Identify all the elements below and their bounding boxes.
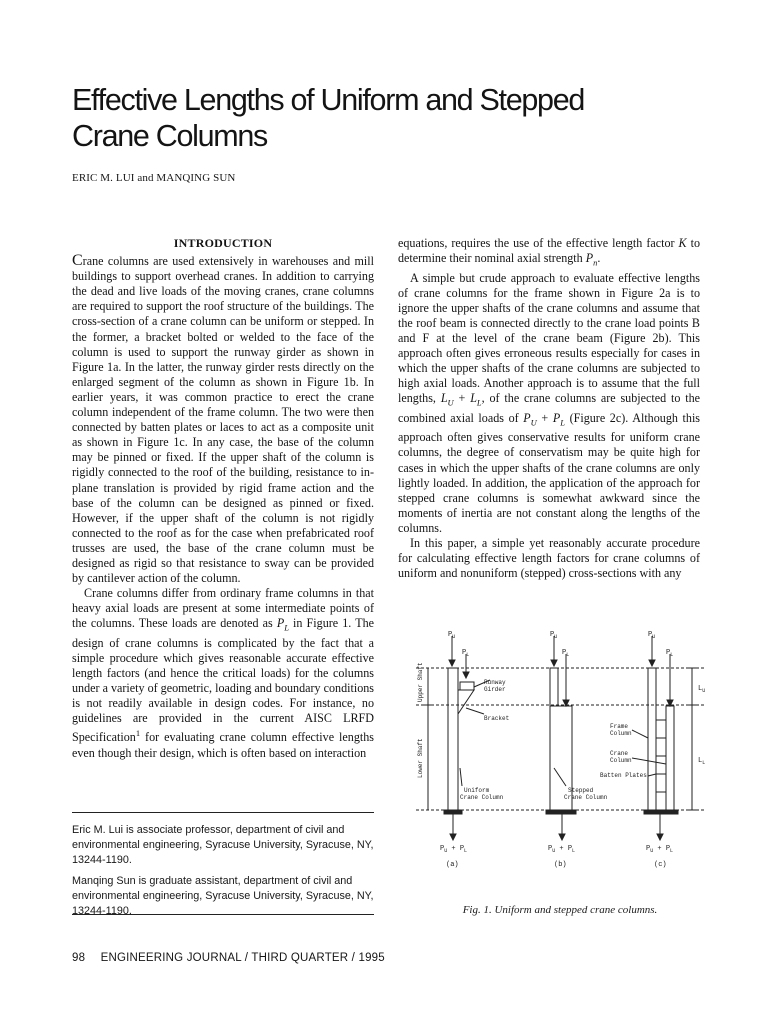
authors: ERIC M. LUI and MANQING SUN [72,172,236,184]
fig-crane-col-1: Crane [610,750,629,757]
intro-paragraph-1: Crane columns are used extensively in warehouses and mill buildings to support overhead cranes. In addition to carrying the dead and live loads of the moving cranes, crane columns are required to support the roof structure of the buildings. The cross-section of a crane column can be uniform or stepped. In the former, a bracket bolted or welded to the face of the column is used to support the runway girder as shown in Figure 1a. In the latter, the runway girder rests directly on the enlarged segment of the column as shown in Figure 1b. In earlier years, it was common practice to erect the crane column independent of the frame column. The two were then connected by batten plates or laces to act as a composite unit as shown in Figure 1c. In any case, the base of the column may be pinned or fixed. If the upper shaft of the column is rigidly connected to the roof of the building, resistance to in-plane translation is provided by rigid frame action and the base of the column can be designed as pinned or fixed. However, if the upper shaft of the column is not rigidly connected to the roof as for the case when prefabricated roof trusses are used, the base of the crane column must be designed as rigid so that resistance to sway can be provided by cantilever action of the column. [72,252,374,586]
fig-label-b: (b) [554,861,567,869]
fig-lu: $L_U$ [698,685,706,694]
fig-lower-shaft: Lower Shaft [417,738,424,778]
footnote-sun: Manqing Sun is graduate assistant, department of civil and environmental engineering, Syracuse University, Syracuse, NY, 13244-1190. [72,875,374,917]
drop-cap: C [72,252,83,270]
page-number: 98 [72,952,86,964]
fig-stepped-2: Crane Column [564,794,608,801]
fig-a-bottom-load: $P_U + P_L$ [440,845,468,854]
fig-label-c: (c) [654,861,667,869]
fig-label-a: (a) [446,861,459,869]
fig-runway-girder-2: Girder [484,686,506,693]
title-line-1: Effective Lengths of Uniform and Stepped [72,83,585,117]
fig-bracket: Bracket [484,715,510,722]
intro-paragraph-2: Crane columns differ from ordinary frame columns in that heavy axial loads are present at some intermediate points of the columns. These loads are denoted as $P_L$ in Figure 1. The design of crane columns is complicated by the fact that a simple procedure which gives reasonable accurate effective length factors (and hence the critical loads) for the columns under a variety of geometric, loading and boundary conditions is not readily available in design codes. For instance, no guidelines are provided in the current AISC LRFD Specification$^1$ for evaluating crane column effective lengths even though their design, which is often based on interaction [72,586,374,760]
fig-b-pl: $P_L$ [562,649,570,658]
right-paragraph-2: A simple but crude approach to evaluate effective lengths of crane columns for the frame shown in Figure 2a is to ignore the upper shafts of the crane columns and assume that the roof beam is connected directly to the crane load points B and F at the level of the crane beam (Figure 2b). This approach often gives erroneous results especially for cases in which the upper shafts of the crane columns are subjected to high axial loads. Another approach is to assume that the full lengths, $L_U + L_L$, of the crane columns are subjected to the combined axial loads of $P_U + P_L$ (Figure 2c). Although this approach often gives conservative results for uniform crane columns, the degree of conservatism may be quite high for cases in which the upper shafts of the crane columns are only lightly loaded. In addition, the application of the approach for stepped crane columns is somewhat awkward since the moments of inertia are not constant along the lengths of the columns. [398,270,701,535]
figure-caption: Fig. 1. Uniform and stepped crane columns. [462,904,658,916]
fig-batten: Batten Plates [600,772,647,779]
fig-uniform-2: Crane Column [460,794,504,801]
fig-uniform-1: Uniform [464,787,490,794]
right-paragraph-3: In this paper, a simple yet reasonably accurate procedure for calculating effective length factors for crane columns of uniform and nonuniform (stepped) cross-sections with any [398,536,700,581]
fig-a-pl: $P_L$ [462,649,470,658]
fig-c-bottom-load: $P_U + P_L$ [646,845,674,854]
fig-upper-shaft: Upper Shaft [417,662,424,702]
footnote-bottom-rule [72,914,374,915]
fig-stepped-1: Stepped [568,787,594,794]
fig-crane-col-2: Column [610,757,632,764]
fig-runway-girder-1: Runway [484,679,506,686]
intro-heading: INTRODUCTION [173,236,273,250]
footnote-lui: Eric M. Lui is associate professor, department of civil and environmental engineering, Syracuse University, Syracuse, NY, 13244-1190. [72,824,374,866]
paper-title [72,82,712,154]
title-line-2: Crane Columns [72,119,267,153]
right-paragraph-1: equations, requires the use of the effective length factor K to determine their nominal axial strength $P_n$. [398,236,700,268]
fig-a-pu: $P_U$ [448,631,456,640]
left-column [72,236,374,761]
fig-frame-col-1: Frame [610,723,629,730]
author-footnotes [72,812,374,925]
fig-c-pu: $P_U$ [648,631,656,640]
journal-name: ENGINEERING JOURNAL / THIRD QUARTER / 1995 [100,952,385,964]
figure-1-drawing [404,628,720,880]
page-footer [72,952,385,964]
fig-c-pl: $P_L$ [666,649,674,658]
fig-b-bottom-load: $P_U + P_L$ [548,845,576,854]
fig-frame-col-2: Column [610,730,632,737]
fig-ll: $L_L$ [698,757,706,766]
figure-1 [404,628,720,880]
right-column [398,236,700,581]
fig-b-pu: $P_U$ [550,631,558,640]
